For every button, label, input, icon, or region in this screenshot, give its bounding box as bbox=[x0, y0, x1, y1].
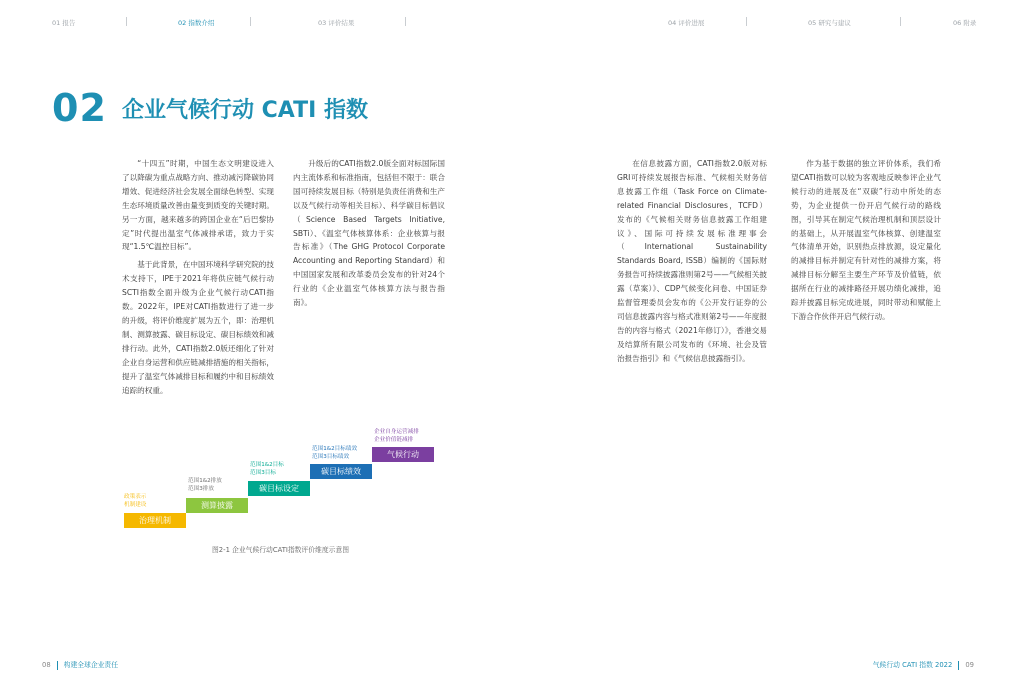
step-label: 气候行动 bbox=[387, 450, 419, 459]
top-navigation bbox=[0, 18, 1024, 32]
chapter-title: 企业气候行动 CATI 指数 bbox=[122, 98, 368, 123]
footer-right bbox=[873, 659, 974, 670]
paragraph: 作为基于数据的独立评价体系，我们希望CATI指数可以较为客观地反映参评企业气候行动的进展及在“双碳”行动中所处的态势，为企业提供一份开启气候行动的路线图，引导其在制定气候治理机制和顶层设计的基础上，从开展温室气体核算、创建温室气体清单开始，识别热点排放源，设定量化的减排目标并制定有针对性的减排方案，将减排目标分解至主要生产环节及价值链，依据所在行业的减排路径开展功绩化减排，追踪并披露目标完成进展，同时带动和赋能上下游合作伙伴开启气候行动。 bbox=[791, 159, 941, 321]
footer-publication-left: 构建全球企业责任 bbox=[63, 661, 119, 669]
nav-divider bbox=[746, 17, 747, 26]
note-measurement bbox=[188, 477, 222, 494]
nav-divider bbox=[900, 17, 901, 26]
page-number-left: 08 bbox=[42, 661, 51, 669]
step-target-setting bbox=[248, 481, 310, 496]
note-line: 政策表示 bbox=[124, 494, 147, 500]
note-line: 范围1&2目标 bbox=[250, 462, 284, 468]
paragraph: 基于此背景，在中国环境科学研究院的技术支持下，IPE于2021年将供应链气候行动SCTI指数全面升级为企业气候行动CATI指数。2022年，IPE对CATI指数进行了进一步的升级，将评价维度扩展为五个，即：治理机制、测算披露、碳目标设定、碳目标绩效和减排行动。此外，CATI指数2.0版还细化了针对企业自身运营和供应链减排措施的相关指标，提升了温室气体减排目标和履约中和目标绩效追踪的权重。 bbox=[122, 260, 274, 395]
footer-publication-right: 气候行动 CATI 指数 2022 bbox=[872, 661, 953, 669]
note-target-performance bbox=[312, 445, 357, 462]
note-governance bbox=[124, 493, 146, 510]
chapter-number: 02 bbox=[52, 86, 107, 130]
footer-left bbox=[42, 659, 118, 670]
step-governance bbox=[124, 513, 186, 528]
step-label: 测算披露 bbox=[201, 501, 233, 510]
paragraph: “十四五”时期，中国生态文明建设进入了以降碳为重点战略方向、推动减污降碳协同增效、促进经济社会发展全面绿色转型、实现生态环境质量改善由量变到质变的关键时期。另一方面，越来越多的跨国企业在“后巴黎协定”时代提出温室气体减排承诺，致力于实现“1.5℃温控目标”。 bbox=[122, 159, 274, 252]
paragraph: 升级后的CATI指数2.0版全面对标国际国内主流体系和标准指南，包括但不限于：联合国可持续发展目标（特别是负责任消费和生产以及气候行动等相关目标）、科学碳目标倡议（Science Based Targets Initiative, SBTi）、《温室气体核算体系：企业核算与报告标准》（The GHG Protocol Corporate Accounting and Reporting Standard）和中国国家发展和改革委员会发布的针对24个行业的《企业温室气体核算方法与报告指南》。 bbox=[293, 159, 445, 308]
step-climate-action bbox=[372, 447, 434, 462]
nav-divider bbox=[126, 17, 127, 26]
nav-item-results[interactable]: 03 评价结果 bbox=[318, 19, 355, 27]
text-column-2 bbox=[293, 157, 445, 310]
page-number-right: 09 bbox=[965, 661, 974, 669]
step-label: 碳目标绩效 bbox=[321, 467, 361, 476]
note-line: 范围3目标 bbox=[250, 470, 276, 477]
footer-divider bbox=[57, 661, 58, 670]
step-measurement-disclosure bbox=[186, 498, 248, 513]
nav-item-suggestions[interactable]: 05 研究与建议 bbox=[808, 19, 851, 27]
nav-item-progress[interactable]: 04 评价进展 bbox=[668, 19, 705, 27]
step-target-performance bbox=[310, 464, 372, 479]
nav-divider bbox=[405, 17, 406, 26]
text-column-4 bbox=[791, 157, 941, 324]
footer-divider bbox=[958, 661, 959, 670]
figure-caption: 图2-1 企业气候行动CATI指数评价维度示意图 bbox=[212, 546, 350, 554]
note-line: 范围1&2排放 bbox=[188, 478, 222, 484]
note-line: 企业自身运营减排 bbox=[374, 429, 419, 435]
text-column-3 bbox=[617, 157, 767, 366]
nav-item-index-intro[interactable]: 02 指数介绍 bbox=[178, 19, 215, 27]
nav-item-overview[interactable]: 01 报告 bbox=[52, 19, 76, 27]
cati-dimensions-diagram bbox=[118, 420, 463, 540]
note-line: 企业价值链减排 bbox=[374, 437, 414, 444]
paragraph: 在信息披露方面，CATI指数2.0版对标GRI可持续发展报告标准、气候相关财务信息披露工作组（Task Force on Climate-related Financial Disclosures，TCFD）发布的《气候相关财务信息披露工作组建议》、国际可持续发展标准理事会（International Sustainability Standards Board, ISSB）编制的《国际财务报告可持续披露准则第2号——气候相关披露（草案）》、CDP气候变化问卷、中国证券监督管理委员会发布的《公开发行证券的公司信息披露内容与格式准则第2号——年度报告的内容与格式（2021年修订）》，香港交易及结算所有限公司发布的《环境、社会及管治报告指引》和《气候信息披露指引》。 bbox=[617, 159, 767, 363]
step-label: 治理机制 bbox=[139, 516, 171, 525]
note-climate-action bbox=[374, 428, 419, 445]
note-line: 范围3目标绩效 bbox=[312, 454, 350, 461]
note-line: 范围3排放 bbox=[188, 486, 214, 493]
note-line: 范围1&2目标绩效 bbox=[312, 446, 358, 452]
step-label: 碳目标设定 bbox=[259, 484, 299, 493]
note-line: 机制建设 bbox=[124, 502, 147, 509]
nav-item-appendix[interactable]: 06 附录 bbox=[953, 19, 977, 27]
note-target-setting bbox=[250, 461, 284, 478]
text-column-1 bbox=[122, 157, 274, 397]
nav-divider bbox=[250, 17, 251, 26]
